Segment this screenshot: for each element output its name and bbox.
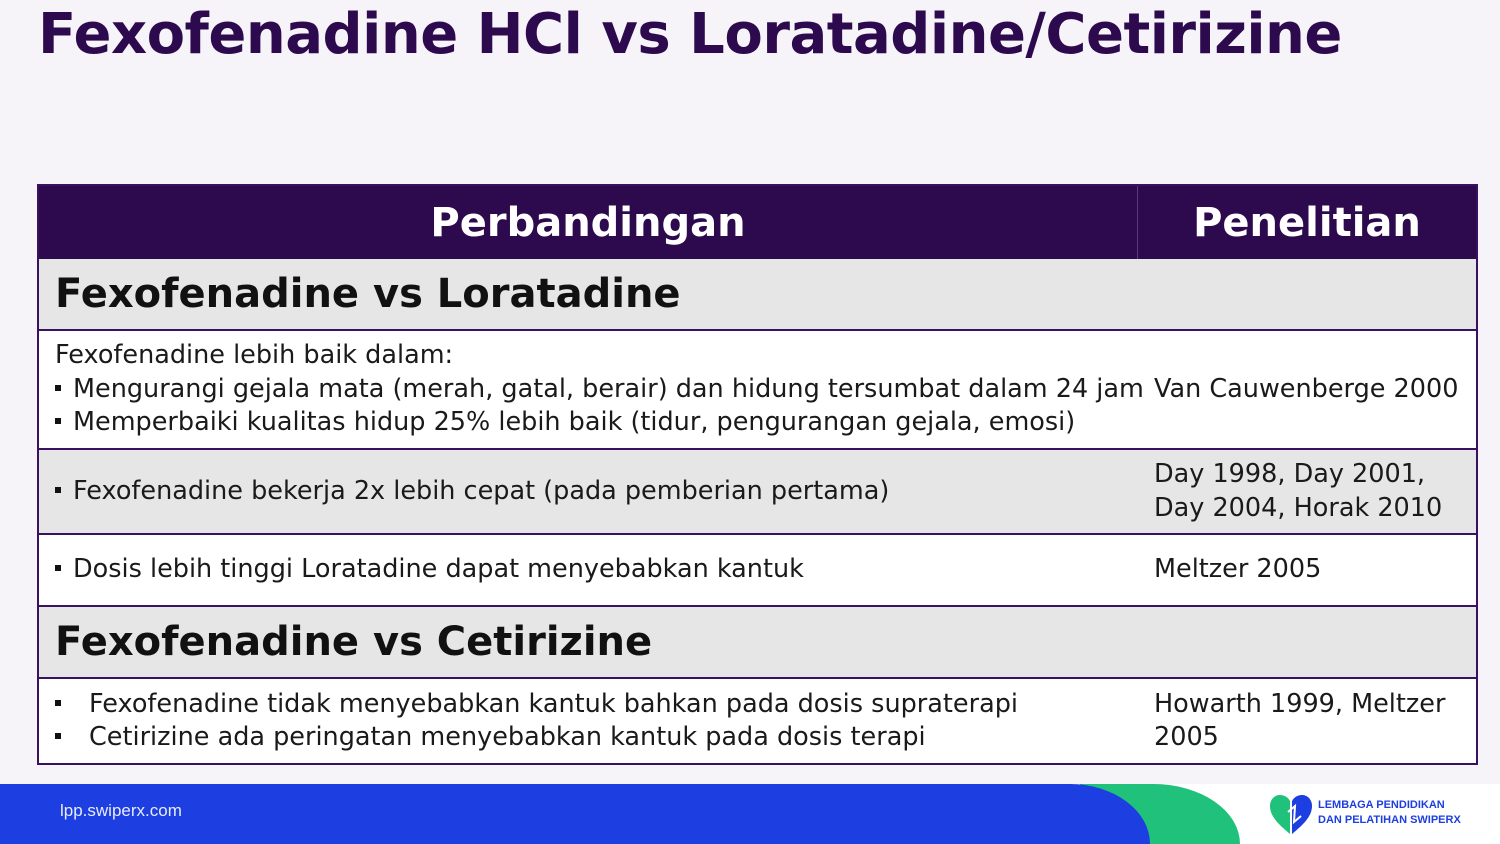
bullet-icon (55, 733, 61, 739)
research-cell (1138, 535, 1476, 605)
section-title-loratadine: Fexofenadine vs Loratadine (55, 271, 681, 317)
footer-url-link[interactable]: lpp.swiperx.com (60, 801, 182, 820)
header-research: Penelitian (1193, 199, 1421, 246)
research-text: 2005 (1154, 722, 1219, 752)
section-header-cetirizine (39, 607, 1476, 679)
swiperx-logo (1268, 792, 1498, 838)
header-comparison: Perbandingan (39, 186, 1138, 259)
list-item: Fexofenadine bekerja 2x lebih cepat (pada pemberian pertama) (55, 475, 1138, 509)
bullet-icon (55, 700, 61, 706)
logo-text: LEMBAGA PENDIDIKAN DAN PELATIHAN SWIPERX (1318, 799, 1461, 826)
comparison-cell (39, 535, 1138, 605)
slide-title: Fexofenadine HCl vs Loratadine/Cetirizine (38, 2, 1342, 67)
research-cell (1138, 331, 1476, 448)
list-item: Fexofenadine tidak menyebabkan kantuk bahkan pada dosis supraterapi (55, 688, 1138, 722)
bullet-icon (55, 565, 61, 571)
research-text: Day 1998, Day 2001, (1154, 459, 1426, 489)
heart-logo-icon (1268, 792, 1314, 838)
comparison-cell (39, 679, 1138, 763)
research-text: Van Cauwenberge 2000 (1154, 373, 1459, 404)
comparison-cell (39, 331, 1144, 448)
research-text: Howarth 1999, Meltzer (1154, 688, 1446, 719)
research-text: Day 2004, Horak 2010 (1154, 492, 1443, 523)
list-item: Mengurangi gejala mata (merah, gatal, berair) dan hidung tersumbat dalam 24 jam (55, 373, 1138, 407)
table-row (39, 450, 1476, 535)
list-item: Cetirizine ada peringatan menyebabkan kantuk pada dosis terapi (55, 721, 1138, 755)
bullet-icon (55, 487, 61, 493)
table-row (39, 679, 1476, 763)
research-cell (1138, 679, 1476, 763)
list-item: Memperbaiki kualitas hidup 25% lebih baik (tidur, pengurangan gejala, emosi) (55, 406, 1138, 440)
table-row (39, 535, 1476, 607)
bullet-icon (55, 418, 61, 424)
table-header-row (39, 186, 1476, 259)
list-item: Dosis lebih tinggi Loratadine dapat menyebabkan kantuk (55, 553, 1138, 587)
intro-text: Fexofenadine lebih baik dalam: (55, 340, 454, 371)
research-cell (1138, 450, 1476, 533)
section-title-cetirizine: Fexofenadine vs Cetirizine (55, 619, 653, 665)
comparison-table (37, 184, 1478, 765)
research-text: Meltzer 2005 (1154, 554, 1322, 585)
table-row (39, 331, 1476, 450)
bullet-icon (55, 385, 61, 391)
section-header-loratadine (39, 259, 1476, 331)
comparison-cell (39, 450, 1138, 533)
